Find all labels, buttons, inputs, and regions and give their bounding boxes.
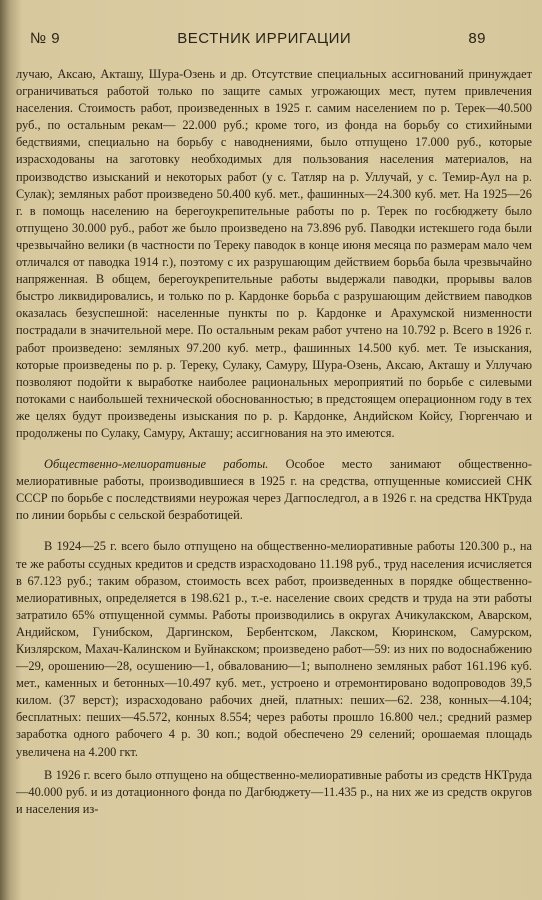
section-lead-text: Особое место занимают общественно-мелиоративные работы, производившиеся в 1925 г. на средства, отпущенные комиссией СНК СССР по борьбе с последствиями неурожая через Дагпоследгол, а в 1926 г. на средства НКТруда по линии борьбы с сельской безработицей. — [16, 457, 532, 523]
paragraph-1926: В 1926 г. всего было отпущено на общественно-мелиоративные работы из средств НКТруда—40.000 руб. и из дотационного фонда по Дагбюджету—11.435 р., на них же из средств округов и населения из- — [16, 767, 532, 816]
paragraph-1924-25: В 1924—25 г. всего было отпущено на общественно-мелиоративные работы 120.300 р., на те же работы ссудных кредитов и средств израсходовано 11.198 руб., труд населения исчисляется в 67.123 руб.; таким образом, стоимость всех работ, произведенных в порядке общественно-мелиоративных, определяется в 198.621 р., т.-е. население своих средств и труда на эти работы затратило 65% отпущенной суммы. Работы производились в округах Ачикулакском, Аварском, Андийском, Гунибском, Даргинском, Бербентском, Лакском, Кюринском, Самурском, Кизлярском, Махач-Калинском и Буйнакском; произведено работ—59: из них по водоснабжению—29, орошению—28, осушению—1, обвалованию—1; выполнено земляных работ 161.196 куб. мет., каменных и бетонных—10.497 куб. мет., устроено и отремонтировано водопроводов 39,5 килом. (37 верст); израсходовано рабочих дней, платных: пеших—62. 238, конных—4.104; бесплатных: пеших—45.572, конных 8.554; через работы прошло 16.800 чел.; средний размер заработка одного рабочего 4 р. 30 коп.; водой обеспечено 29 селений; орошаемая площадь увеличена на 4.200 гкт. — [16, 539, 532, 759]
page-number: 89 — [468, 30, 486, 47]
running-header — [30, 30, 486, 47]
journal-title: ВЕСТНИК ИРРИГАЦИИ — [177, 30, 352, 47]
paragraph-public-works — [16, 456, 532, 524]
article-body — [16, 66, 532, 818]
section-lead-title: Общественно-мелиоративные работы. — [44, 457, 269, 472]
paragraph-floods: лучаю, Аксаю, Акташу, Шура-Озень и др. Отсутствие специальных ассигнований принуждает ограничиваться работой только по защите самых угрожающих мест, путем привлечения населения. Стоимость работ, произведенных в 1925 г. самим населением по р. Терек—40.500 руб., по остальным рекам— 22.000 руб.; кроме того, из фонда на борьбу со стихийными бедствиями, специально на борьбу с наводнениями, было отпущено 17.000 руб., которые израсходованы на заготовку необходимых для пользования населения материалов, на производство изысканий и некоторых работ (у с. Татляр на р. Уллучай, у с. Темир-Аул на р. Сулак); земляных работ произведено 50.400 куб. мет., фашинных—24.300 куб. мет. На 1925—26 г. в помощь населению на берегоукрепительные работы по р. Терек по госбюджету было отпущено 30.000 руб., работ же было произведено на 73.896 руб. Паводки истекшего года были чрезвычайно велики (в частности по Тереку паводок в конце июня месяца по размерам мало чем отличался от паводка 1914 г.), поэтому с их разрушающим действием борьба была чрезвычайно напряженная. В общем, берегоукрепительные работы выдержали паводки, прорывы валов быстро ликвидировались, и только по р. Кардонке борьба с разрушающим действием паводков оказалась безуспешной: населенные пункты по р. Кардонке и Арахумской низменности пострадали в значительной мере. По остальным рекам работ учтено на 10.792 р. Всего в 1926 г. работ произведено: земляных 97.200 куб. метр., фашинных 14.500 куб. мет. Те изыскания, которые произведены по р. р. Тереку, Сулаку, Самуру, Шура-Озень, Аксаю, Акташу и Уллучаю позволяют подойти к выработке наиболее рациональных мероприятий по борьбе с силевыми потоками с наибольшей технической обоснованностью; в предстоящем операционном году в тех же целях будут произведены изыскания по р. р. Кардонке, Андийском Койсу, Гюргенчаю и продолжены по Сулаку, Самуру, Акташу; ассигнования на это имеются. — [16, 67, 532, 440]
issue-number: № 9 — [30, 30, 61, 47]
